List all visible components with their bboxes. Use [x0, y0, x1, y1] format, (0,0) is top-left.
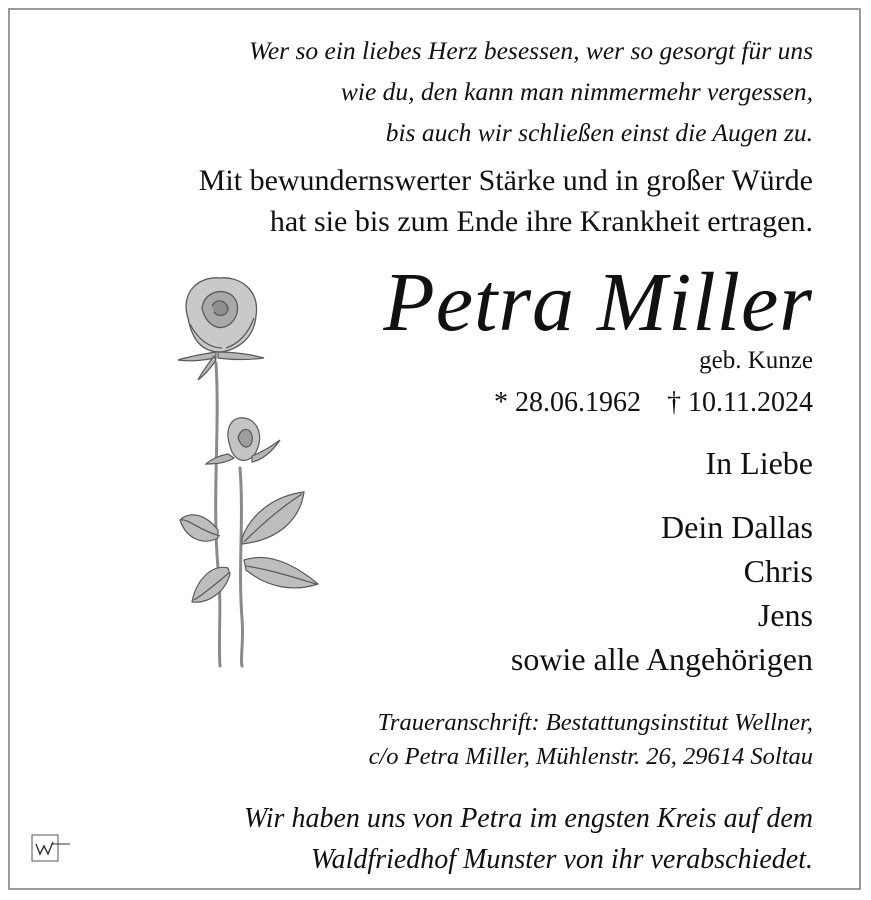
birth-date: * 28.06.1962: [494, 387, 642, 418]
poem-line: wie du, den kann man nimmermehr vergessen,: [340, 77, 813, 106]
intro-line: hat sie bis zum Ende ihre Krankheit ertragen.: [269, 205, 813, 238]
intro-text: [199, 160, 813, 242]
rose-illustration: [168, 268, 338, 673]
family-member: sowie alle Angehörigen: [510, 641, 813, 677]
farewell-line: Wir haben uns von Petra im engsten Kreis auf dem: [243, 803, 813, 834]
memorial-poem: [249, 30, 813, 153]
poem-line: Wer so ein liebes Herz besessen, wer so gesorgt für uns: [248, 36, 813, 65]
farewell-line: Waldfriedhof Munster von ihr verabschiedet.: [310, 844, 813, 875]
death-date: † 10.11.2024: [667, 387, 813, 418]
in-love-text: In Liebe: [705, 445, 813, 481]
funeral-home-logo: [31, 834, 71, 862]
maiden-name: geb. Kunze: [699, 347, 813, 374]
family-list: [511, 505, 813, 681]
address-line: c/o Petra Miller, Mühlenstr. 26, 29614 Soltau: [368, 743, 813, 770]
address-line: Traueranschrift: Bestattungsinstitut Wellner,: [377, 709, 813, 736]
deceased-name: Petra Miller: [383, 256, 813, 349]
farewell-text: [244, 798, 813, 880]
family-member: Dein Dallas: [661, 509, 813, 545]
intro-line: Mit bewundernswerter Stärke und in großer Würde: [198, 164, 813, 197]
life-dates: [494, 386, 813, 420]
family-member: Chris: [743, 553, 813, 589]
family-member: Jens: [757, 597, 813, 633]
poem-line: bis auch wir schließen einst die Augen zu.: [385, 118, 813, 147]
mourning-address: [369, 706, 813, 774]
